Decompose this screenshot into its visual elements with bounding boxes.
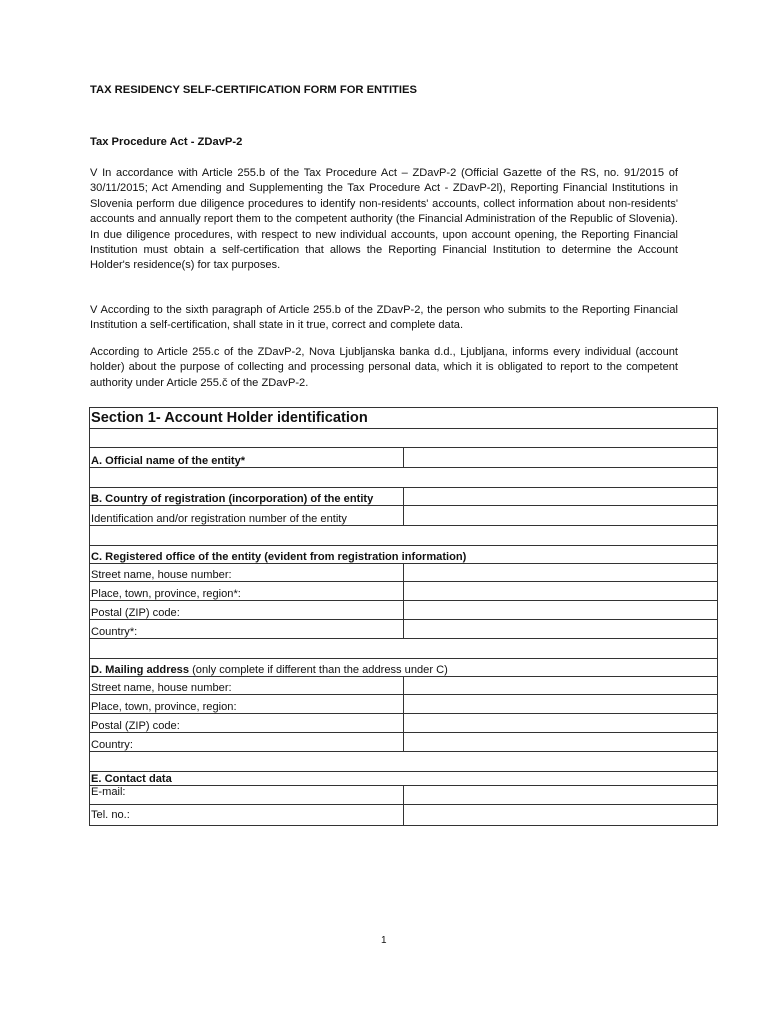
- official-name-label: A. Official name of the entity*: [90, 448, 404, 468]
- mailing-address-label: [90, 659, 718, 677]
- page-title: TAX RESIDENCY SELF-CERTIFICATION FORM FOR ENTITIES: [90, 84, 417, 96]
- registered-place-input[interactable]: [404, 582, 718, 601]
- registered-postal-code-input[interactable]: [404, 601, 718, 620]
- mailing-postal-code-label: Postal (ZIP) code:: [90, 714, 404, 733]
- intro-paragraph-2: V According to the sixth paragraph of Article 255.b of the ZDavP-2, the person who submits to the Reporting Financial Institution a self-certification, shall state in it true, correct and complete data.: [90, 304, 678, 332]
- spacer-row: [90, 639, 718, 659]
- registered-office-label: C. Registered office of the entity (evident from registration information): [90, 546, 718, 564]
- section-title: Section 1- Account Holder identification: [90, 408, 718, 429]
- spacer-row: [90, 526, 718, 546]
- mailing-address-heading: D. Mailing address: [91, 664, 190, 676]
- registered-country-label: Country*:: [90, 620, 404, 639]
- mailing-place-input[interactable]: [404, 695, 718, 714]
- mailing-postal-code-input[interactable]: [404, 714, 718, 733]
- email-label: E-mail:: [90, 786, 404, 805]
- registered-postal-code-label: Postal (ZIP) code:: [90, 601, 404, 620]
- phone-input[interactable]: [404, 805, 718, 826]
- country-of-registration-label: B. Country of registration (incorporation) of the entity: [90, 488, 404, 506]
- mailing-street-label: Street name, house number:: [90, 677, 404, 695]
- phone-label: Tel. no.:: [90, 805, 404, 826]
- intro-paragraph-1: V In accordance with Article 255.b of the Tax Procedure Act – ZDavP-2 (Official Gazette of the RS, no. 91/2015 of 30/11/2015; Act Amending and Supplementing the Tax Procedure Act - ZDavP-2l), Reporting Financial Institutions in Slovenia perform due diligence procedures to identify non-residents' accounts, collect information about non-residents' accounts and annually report them to the competent authority (the Financial Administration of the Republic of Slovenia). In due diligence procedures, with respect to new individual accounts, upon account opening, the Reporting Financial Institution must obtain a self-certification that allows the Reporting Financial Institution to determine the Account Holder's residence(s) for tax purposes.: [90, 167, 678, 272]
- mailing-address-note: (only complete if different than the address under C): [189, 664, 448, 676]
- registered-street-input[interactable]: [404, 564, 718, 582]
- registration-number-input[interactable]: [404, 506, 718, 526]
- spacer-row: [90, 752, 718, 772]
- document-subtitle: Tax Procedure Act - ZDavP-2: [90, 136, 243, 148]
- mailing-street-input[interactable]: [404, 677, 718, 695]
- registration-number-label: Identification and/or registration number of the entity: [90, 506, 404, 526]
- account-holder-form: [89, 407, 718, 826]
- email-input[interactable]: [404, 786, 718, 805]
- registered-country-input[interactable]: [404, 620, 718, 639]
- mailing-country-label: Country:: [90, 733, 404, 752]
- country-of-registration-input[interactable]: [404, 488, 718, 506]
- contact-data-label: E. Contact data: [90, 772, 718, 786]
- spacer-row: [90, 429, 718, 448]
- spacer-row: [90, 468, 718, 488]
- intro-paragraph-3: According to Article 255.c of the ZDavP-2, Nova Ljubljanska banka d.d., Ljubljana, informs every individual (account holder) about the purpose of collecting and processing personal data, which it is obligated to report to the competent authority under Article 255.č of the ZDavP-2.: [90, 346, 678, 389]
- page-number: 1: [381, 935, 387, 946]
- official-name-input[interactable]: [404, 448, 718, 468]
- registered-street-label: Street name, house number:: [90, 564, 404, 582]
- mailing-country-input[interactable]: [404, 733, 718, 752]
- registered-place-label: Place, town, province, region*:: [90, 582, 404, 601]
- mailing-place-label: Place, town, province, region:: [90, 695, 404, 714]
